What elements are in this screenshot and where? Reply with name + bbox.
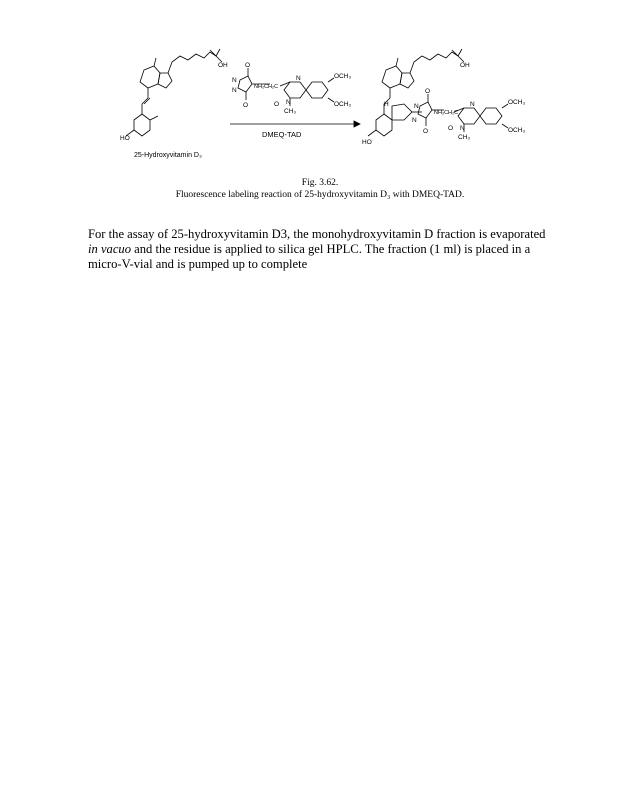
reagent-label: DMEQ-TAD <box>262 130 302 139</box>
och3-label-product-2: OCH₃ <box>508 127 526 134</box>
product-group-label: NH₂CH₂C <box>434 110 459 116</box>
body-text-part2: and the residue is applied to silica gel HPLC. The fraction (1 ml) is placed in a micro-V-vial and is pumped up to complete <box>88 241 531 271</box>
o-label-2: O <box>243 102 249 109</box>
n-label-3: N <box>296 75 301 82</box>
oh-label-reactant: OH <box>218 62 228 69</box>
n-label-1: N <box>232 77 237 84</box>
reactant-structure <box>126 49 222 136</box>
ch3-label-reagent: CH₃ <box>284 108 297 115</box>
o-label-5: O <box>423 128 429 135</box>
o-label-1: O <box>245 62 251 69</box>
och3-label-reagent-2: OCH₃ <box>334 101 352 108</box>
o-label-4: O <box>425 88 431 95</box>
reagent-group-label: NH₂CH₂C <box>254 84 279 90</box>
n-label-8: N <box>460 125 465 132</box>
figure-caption: Fluorescence labeling reaction of 25-hydroxyvitamin D₃ with DMEQ-TAD. <box>175 190 465 200</box>
n-label-6: N <box>412 117 417 124</box>
product-structure <box>368 49 508 136</box>
n-label-7: N <box>470 101 475 108</box>
body-text-part1: For the assay of 25-hydroxyvitamin D3, the monohydroxyvitamin D fraction is evaporated <box>88 226 546 241</box>
reactant-name: 25-Hydroxyvitamin D₃ <box>134 152 202 159</box>
n-label-5: N <box>414 103 419 110</box>
h-label: H <box>384 101 389 108</box>
ho-label-reactant: HO <box>120 135 130 142</box>
n-label-4: N <box>286 99 291 106</box>
reaction-scheme <box>120 40 530 170</box>
oh-label-product: OH <box>460 62 470 69</box>
o-label-6: O <box>448 125 454 132</box>
och3-label-reagent-1: OCH₃ <box>334 73 352 80</box>
och3-label-product-1: OCH₃ <box>508 99 526 106</box>
o-label-3: O <box>274 101 280 108</box>
n-label-2: N <box>232 87 237 94</box>
body-text-italic: in vacuo <box>88 241 132 256</box>
ch3-label-product: CH₃ <box>458 134 471 141</box>
ho-label-product: HO <box>362 139 372 146</box>
figure-number: Fig. 3.62. <box>301 178 339 188</box>
body-paragraph <box>88 227 556 272</box>
